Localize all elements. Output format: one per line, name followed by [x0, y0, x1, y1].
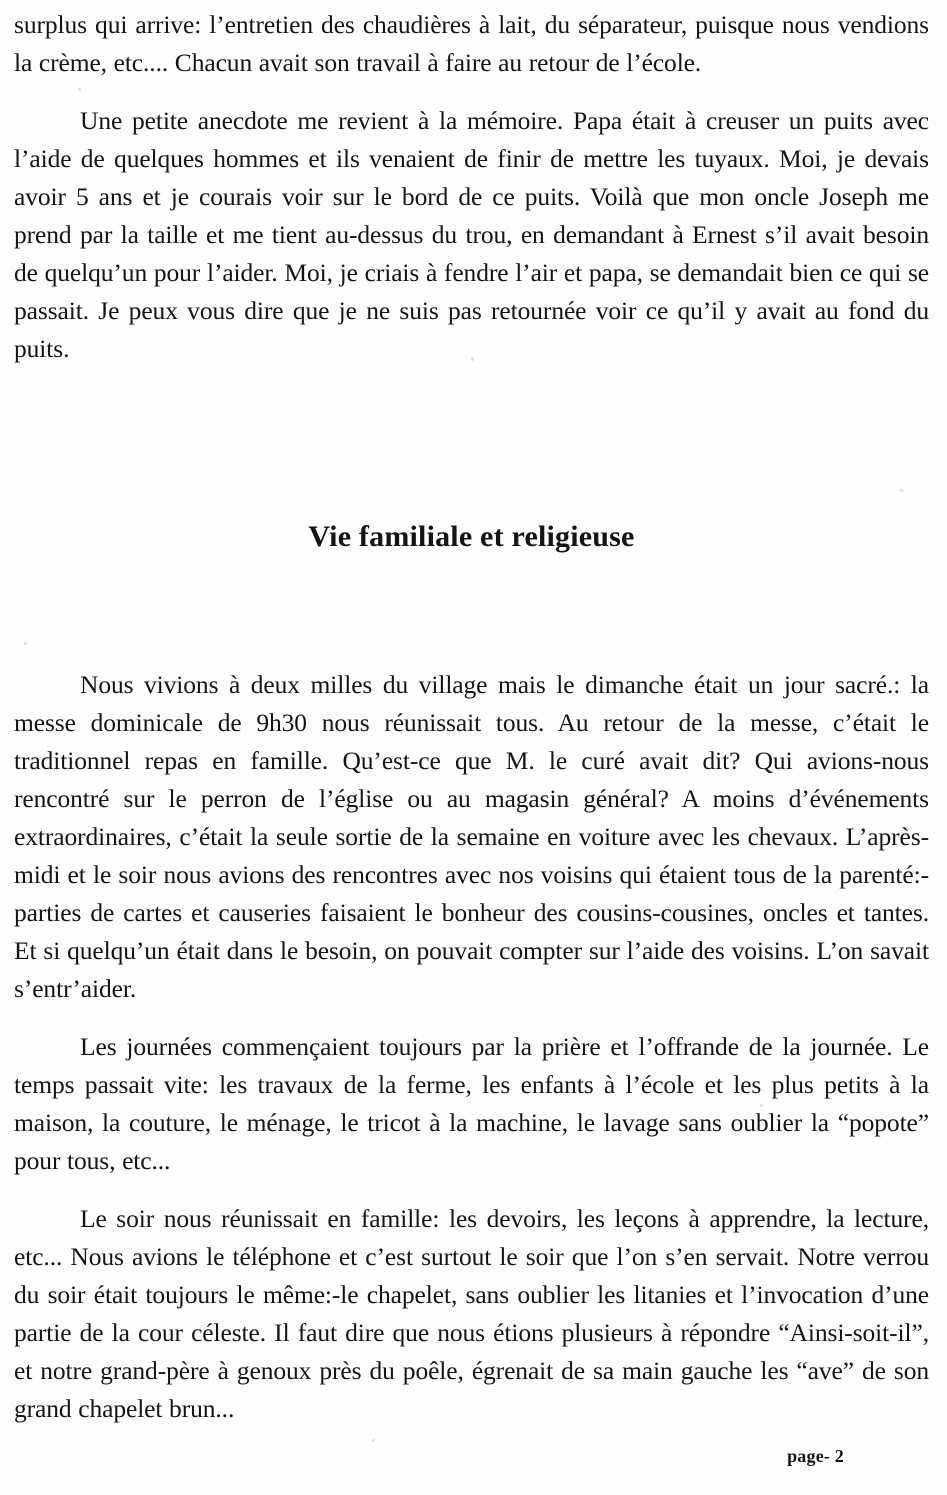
paragraph-spacer-2 [14, 1008, 929, 1028]
scan-speckle [471, 357, 474, 361]
scan-speckle [760, 1104, 763, 1107]
section-title: Vie familiale et religieuse [308, 520, 635, 553]
paragraph-spacer-3 [14, 1180, 929, 1200]
scan-speckle [372, 1439, 375, 1442]
title-spacer [14, 554, 929, 666]
scan-speckle [78, 88, 81, 91]
scan-speckle [900, 489, 903, 492]
page-content [14, 6, 929, 1428]
paragraph-days: Les journées commençaient toujours par la prière et l’offrande de la journée. Le temps passait vite: les travaux de la ferme, les enfants à l’école et les plus petits à la maison, la couture, le ménage, le tricot à la machine, le lavage sans oublier la “popote” pour tous, etc... [14, 1032, 929, 1175]
paragraph-spacer [14, 82, 929, 102]
paragraph-anecdote: Une petite anecdote me revient à la mémoire. Papa était à creuser un puits avec l’aide de quelques hommes et ils venaient de finir de mettre les tuyaux. Moi, je devais avoir 5 ans et je courais voir sur le bord de ce puits. Voilà que mon oncle Joseph me prend par la taille et me tient au-dessus du trou, en demandant à Ernest s’il avait besoin de quelqu’un pour l’aider. Moi, je criais à fendre l’air et papa, se demandait bien ce qui se passait. Je peux vous dire que je ne suis pas retournée voir ce qu’il y avait au fond du puits. [14, 106, 929, 363]
paragraph-sunday: Nous vivions à deux milles du village mais le dimanche était un jour sacré.: la messe dominicale de 9h30 nous réunissait tous. Au retour de la messe, c’était le traditionnel repas en famille. Qu’est-ce que M. le curé avait dit? Qui avions-nous rencontré sur le perron de l’église ou au magasin général? A moins d’événements extraordinaires, c’était la seule sortie de la semaine en voiture avec les chevaux. L’après-midi et le soir nous avions des rencontres avec nos voisins qui étaient tous de la parenté:-parties de cartes et causeries faisaient le bonheur des cousins-cousines, oncles et tantes. Et si quelqu’un était dans le besoin, on pouvait compter sur l’aide des voisins. L’on savait s’entr’aider. [14, 670, 929, 1003]
paragraph-evening: Le soir nous réunissait en famille: les devoirs, les leçons à apprendre, la lecture, etc... Nous avions le téléphone et c’est surtout le soir que l’on s’en servait. Notre verrou du soir était toujours le même:-le chapelet, sans oublier les litanies et l’invocation d’une partie de la cour céleste. Il faut dire que nous étions plusieurs à répondre “Ainsi-soit-il”, et notre grand-père à genoux près du poêle, égrenait de sa main gauche les “ave” de son grand chapelet brun... [14, 1204, 929, 1423]
paragraph-continuation: surplus qui arrive: l’entretien des chaudières à lait, du séparateur, puisque nous vendions la crème, etc.... Chacun avait son travail à faire au retour de l’école. [14, 10, 929, 77]
section-title-block [14, 520, 929, 554]
page-number: page- 2 [787, 1446, 844, 1466]
scan-speckle [24, 642, 27, 645]
